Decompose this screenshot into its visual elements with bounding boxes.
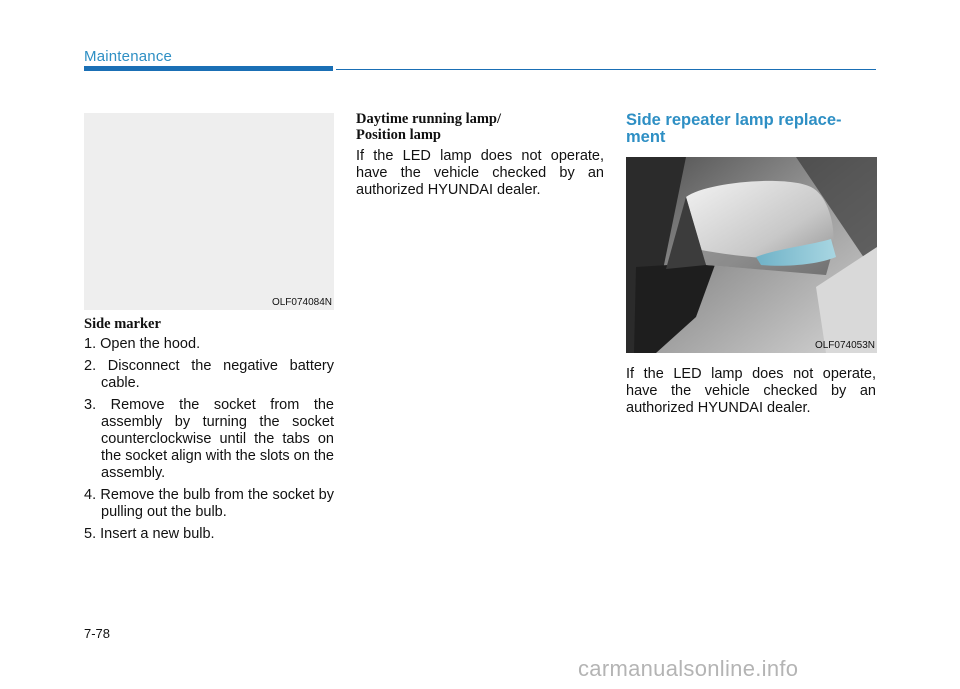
side-repeater-body: If the LED lamp does not operate, have the vehicle checked by an authorized HYUNDAI dealer.	[626, 366, 876, 416]
drl-heading-line1: Daytime running lamp/	[356, 111, 502, 127]
side-marker-heading: Side marker	[84, 316, 161, 332]
side-repeater-heading-line2: ment	[626, 128, 666, 146]
page-number: 7-78	[84, 626, 111, 641]
figure-code: OLF074084N	[271, 297, 332, 308]
side-repeater-heading-line1: Side repeater lamp replace-	[626, 111, 842, 129]
figure-side-repeater	[626, 157, 877, 353]
header-rule-thick	[84, 66, 333, 71]
drl-heading	[356, 111, 501, 143]
drl-body: If the LED lamp does not operate, have the vehicle checked by an authorized HYUNDAI dealer.	[356, 148, 604, 198]
step-item: 1. Open the hood.	[84, 336, 201, 352]
figure-code: OLF074053N	[814, 340, 875, 351]
side-mirror-illustration	[626, 157, 877, 353]
figure-side-marker	[84, 113, 334, 310]
drl-heading-line2: Position lamp	[356, 127, 441, 143]
header-rule-thin	[336, 69, 876, 70]
watermark: carmanualsonline.info	[578, 656, 799, 681]
step-item: 2. Disconnect the negative battery cable.	[84, 358, 334, 391]
side-marker-steps	[84, 336, 334, 548]
step-item: 4. Remove the bulb from the socket by pulling out the bulb.	[84, 487, 334, 520]
step-item: 5. Insert a new bulb.	[84, 526, 215, 542]
section-title: Maintenance	[84, 48, 173, 65]
step-item: 3. Remove the socket from the assembly by turning the socket counterclockwise until the tabs on the socket align with the slots on the assembly.	[84, 397, 334, 481]
side-repeater-heading	[626, 112, 876, 146]
